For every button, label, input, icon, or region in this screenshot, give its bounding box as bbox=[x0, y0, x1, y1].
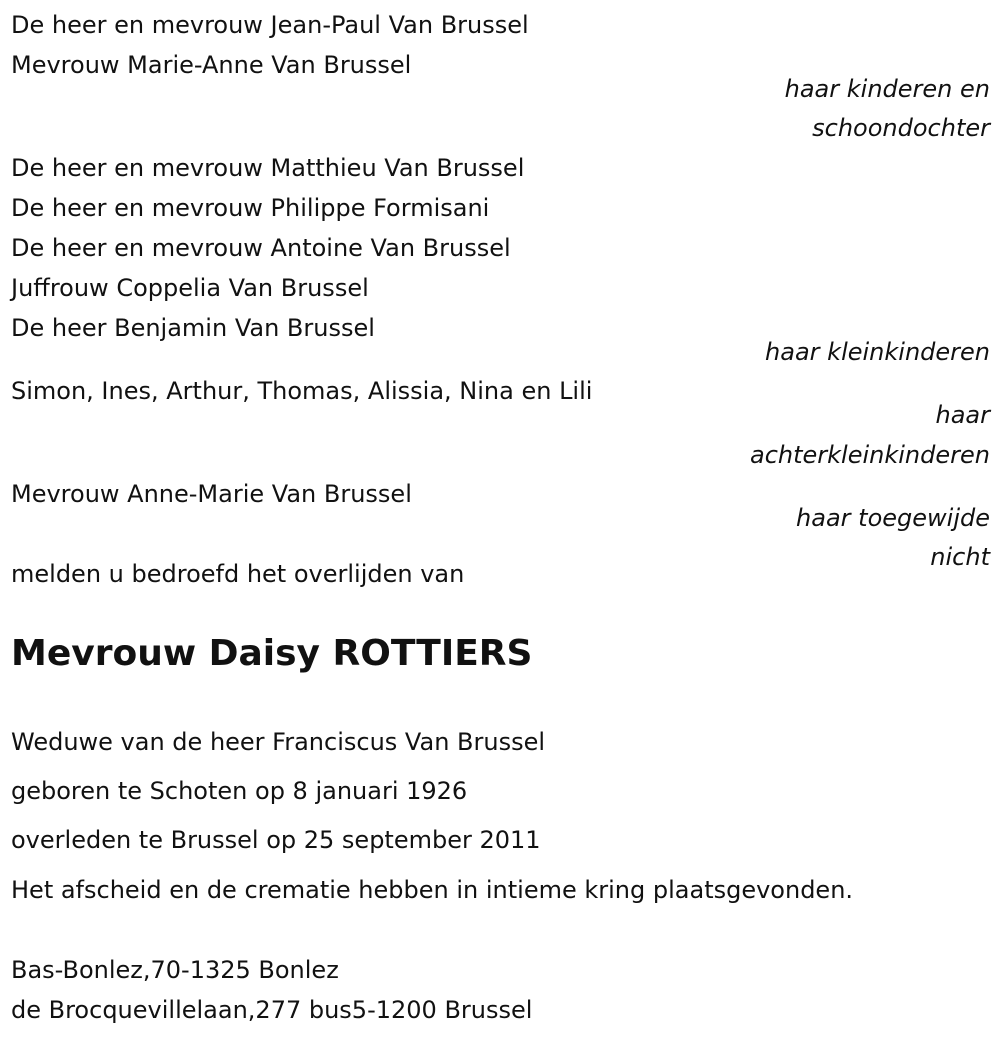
detail-line: geboren te Schoten op 8 januari 1926 bbox=[11, 777, 468, 805]
relation-label: haar bbox=[935, 401, 990, 429]
family-member-line: Simon, Ines, Arthur, Thomas, Alissia, Nina en Lili bbox=[11, 377, 593, 405]
family-member-line: Mevrouw Marie-Anne Van Brussel bbox=[11, 51, 412, 79]
family-member-line: De heer en mevrouw Jean-Paul Van Brussel bbox=[11, 11, 529, 39]
address-line: de Brocquevillelaan,277 bus5-1200 Brussel bbox=[11, 996, 533, 1024]
relation-label: achterkleinkinderen bbox=[750, 441, 990, 469]
detail-line: Weduwe van de heer Franciscus Van Brussel bbox=[11, 728, 546, 756]
family-member-line: De heer Benjamin Van Brussel bbox=[11, 314, 375, 342]
relation-label: schoondochter bbox=[812, 114, 990, 142]
address-line: Bas-Bonlez,70-1325 Bonlez bbox=[11, 956, 339, 984]
family-member-line: De heer en mevrouw Philippe Formisani bbox=[11, 194, 490, 222]
relation-label: haar kinderen en bbox=[784, 75, 990, 103]
relation-label: nicht bbox=[930, 543, 990, 571]
detail-line: Het afscheid en de crematie hebben in intieme kring plaatsgevonden. bbox=[11, 876, 854, 904]
relation-label: haar toegewijde bbox=[796, 504, 990, 532]
deceased-name: Mevrouw Daisy ROTTIERS bbox=[11, 633, 533, 674]
family-member-line: Mevrouw Anne-Marie Van Brussel bbox=[11, 480, 412, 508]
family-member-line: De heer en mevrouw Antoine Van Brussel bbox=[11, 234, 511, 262]
detail-line: overleden te Brussel op 25 september 2011 bbox=[11, 826, 541, 854]
family-member-line: Juffrouw Coppelia Van Brussel bbox=[11, 274, 369, 302]
family-member-line: De heer en mevrouw Matthieu Van Brussel bbox=[11, 154, 525, 182]
announcement-text: melden u bedroefd het overlijden van bbox=[11, 560, 465, 588]
relation-label: haar kleinkinderen bbox=[765, 338, 990, 366]
